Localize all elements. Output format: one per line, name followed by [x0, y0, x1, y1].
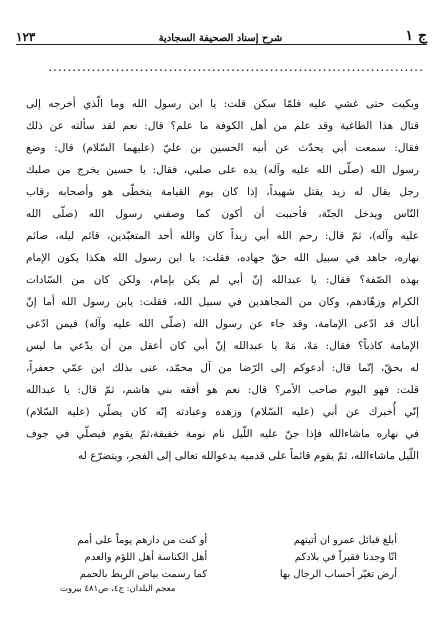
running-title: شرح إسناد الصحيفة السجادية — [158, 33, 283, 44]
poem-verse — [32, 549, 397, 566]
body-line: الكرام وزهّادهم، وكان من المجاهدين في سبيل الله، فقلت: يابن رسول الله أما إنّ — [26, 296, 419, 308]
body-line: بهذه الصّفة؟ فقال: يا عبدالله إنّ أبي لم يكن بإمام، ولكن كان من السّادات — [26, 274, 419, 286]
body-line: له بحقّ، إنّما قال: أدعوكم إلى الرّضا من آل محمّد، عنى بذلك ابن عمّي جعفراً، — [26, 362, 419, 374]
body-line: رسول الله (صلّى الله عليه وآله) يده على صلبي، فقال: يا حسين يخرج من صلبك — [26, 164, 419, 176]
source-citation: معجم البلدان: ج٤، ص٤٨١ بيروت — [60, 584, 176, 594]
page-header — [16, 22, 427, 45]
verse-second-hemistich: أو كنت من دارهم يوماً على أمم — [77, 535, 208, 546]
body-line: نهاره، جاهد في سبيل الله حقّ جهاده، فقلت: يا ابن رسول الله هكذا يكون الإمام — [26, 252, 419, 264]
body-line: إنّي أُخبرك عن أبي (عليه السّلام) وزهده وعبادته إنّه كان يصلّي (عليه السّلام) — [26, 406, 419, 418]
verse-first-hemistich: انّا وجدنا فقيراً في بلادكم — [294, 552, 397, 563]
volume-label: ج ١ — [405, 28, 427, 44]
poem-verse — [32, 532, 397, 549]
verse-second-hemistich: أهل الكناسة أهل اللؤم والعدم — [84, 552, 208, 563]
verse-first-hemistich: أبلغ قبائل عمرو ان أتيتهم — [293, 535, 397, 546]
poem-verse — [32, 566, 397, 583]
body-line: في نهاره ماشاءالله فإذا جنّ عليه اللّيل نام نومة خفيفة،ثمّ يقوم فيصلّي في جوف — [26, 428, 419, 440]
verse-first-hemistich: أرض تغيّر أحساب الرجال بها — [279, 569, 397, 580]
poem-verses — [32, 532, 397, 583]
body-text — [26, 93, 419, 467]
body-line: وبكيت حتى غشي عليه فلمّا سكن قلت: يا ابن رسول الله وما الّذي أخرجه إلى — [26, 98, 419, 110]
body-line: قلت: فهو اليوم صاحب الأمر؟ قال: نعم هو أفقه بني هاشم، ثمّ قال: يا عبدالله — [26, 384, 419, 396]
footnote-dotted-line: .............................................................................. — [48, 60, 424, 74]
body-line: أباك قد ادّعى الإمامة، وقد جاء عن رسول الله (صلّى الله عليه وآله) فيمن ادّعى — [26, 318, 419, 330]
body-line: قتال هذا الطاغية وقد علم من أهل الكوفة ما علم؟ قال: نعم لقد سألته عن ذلك — [26, 120, 419, 132]
verse-second-hemistich: كما رسمت بياض الربط بالحمم — [79, 569, 208, 580]
page-number: ١٢٣ — [16, 30, 36, 44]
body-line: الإمامة كاذباً؟ فقال: مَهْ، مَهْ يا عبدالله إنّ أبي كان أعقل من أن يدّعي ما ليس — [26, 340, 419, 352]
body-line: النّاس ويدخل الجنّة، فأحببت أن أكون كما وصفني رسول الله (صلّى الله — [26, 208, 419, 220]
body-line: رجل يقال له زيد يقتل شهيداً، إذا كان يوم القيامة يتخطّى هو وأصحابه رقاب — [26, 186, 419, 198]
body-line: عليه وآله)، ثمّ قال: رحم الله أبي زيداً كان والله أحد المتعبّدين، قائم ليله، صائم — [26, 230, 419, 242]
body-line: اللّيل ماشاءالله، ثمّ يقوم قائماً على قدميه يدعوالله تعالى إلى الفجر، ويتضرّع له — [78, 450, 419, 462]
body-line: فقال: سمعت أبي يحدّث عن أبيه الحسين بن عليّ (عليهما السّلام) قال: وضع — [26, 142, 419, 154]
